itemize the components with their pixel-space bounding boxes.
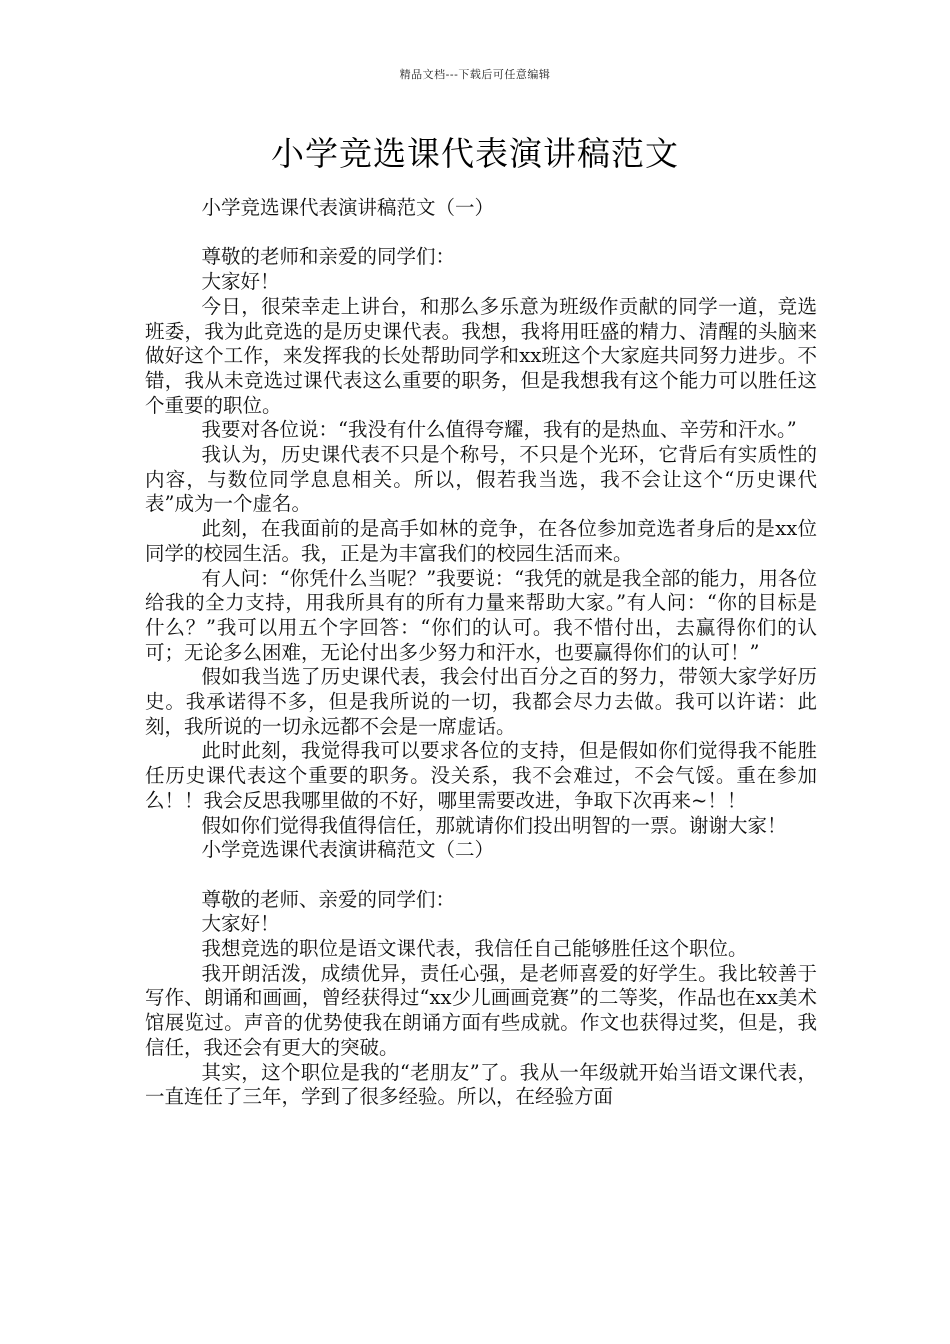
paragraph: 假如你们觉得我值得信任，那就请你们投出明智的一票。谢谢大家！ <box>201 813 787 837</box>
paragraph: 我要对各位说：“我没有什么值得夸耀，我有的是热血、辛劳和汗水。” <box>201 418 797 442</box>
section-heading-1: 小学竞选课代表演讲稿范文（一） <box>201 196 495 219</box>
document-body <box>145 196 817 1110</box>
paragraph: 尊敬的老师和亲爱的同学们： <box>201 245 456 269</box>
document-title: 小学竞选课代表演讲稿范文 <box>271 134 679 173</box>
paragraph: 我认为，历史课代表不只是个称号，不只是个光环，它背后有实质性的内容，与数位同学息息相关。所以，假若我当选，我不会让这个“历史课代表”成为一个虚名。 <box>145 443 817 516</box>
paragraph: 有人问：“你凭什么当呢？”我要说：“我凭的就是我全部的能力，用各位给我的全力支持，用我所具有的所有力量来帮助大家。”有人问：“你的目标是什么？”我可以用五个字回答：“你们的认可。我不惜付出，去赢得你们的认可；无论多么困难，无论付出多少努力和汗水，也要赢得你们的认可！” <box>145 566 817 664</box>
header-note: 精品文档---下载后可任意编辑 <box>399 68 551 81</box>
paragraph: 其实，这个职位是我的“老朋友”了。我从一年级就开始当语文课代表，一直连任了三年，学到了很多经验。所以，在经验方面 <box>145 1060 817 1109</box>
paragraph: 尊敬的老师、亲爱的同学们： <box>201 887 456 911</box>
paragraph: 我想竞选的职位是语文课代表，我信任自己能够胜任这个职位。 <box>201 937 748 961</box>
paragraph: 此时此刻，我觉得我可以要求各位的支持，但是假如你们觉得我不能胜任历史课代表这个重要的职务。没关系，我不会难过，不会气馁。重在参加么！！我会反思我哪里做的不好，哪里需要改进，争取下次再来~！！ <box>145 739 817 812</box>
paragraph: 大家好！ <box>201 912 280 936</box>
paragraph: 我开朗活泼，成绩优异，责任心强，是老师喜爱的好学生。我比较善于写作、朗诵和画画，曾经获得过“xx少儿画画竞赛”的二等奖，作品也在xx美术馆展览过。声音的优势使我在朗诵方面有些成就。作文也获得过奖，但是，我信任，我还会有更大的突破。 <box>145 961 817 1059</box>
paragraph: 大家好！ <box>201 270 280 294</box>
paragraph: 今日，很荣幸走上讲台，和那么多乐意为班级作贡献的同学一道，竞选班委，我为此竞选的是历史课代表。我想，我将用旺盛的精力、清醒的头脑来做好这个工作，来发挥我的长处帮助同学和xx班这个大家庭共同努力进步。不错，我从未竞选过课代表这么重要的职务，但是我想我有这个能力可以胜任这个重要的职位。 <box>145 294 817 417</box>
paragraph: 此刻，在我面前的是高手如林的竞争，在各位参加竞选者身后的是xx位同学的校园生活。我，正是为丰富我们的校园生活而来。 <box>145 517 817 565</box>
paragraph: 假如我当选了历史课代表，我会付出百分之百的努力，带领大家学好历史。我承诺得不多，但是我所说的一切，我都会尽力去做。我可以许诺：此刻，我所说的一切永远都不会是一席虚话。 <box>145 665 817 738</box>
section-heading-2: 小学竞选课代表演讲稿范文（二） <box>201 838 495 862</box>
